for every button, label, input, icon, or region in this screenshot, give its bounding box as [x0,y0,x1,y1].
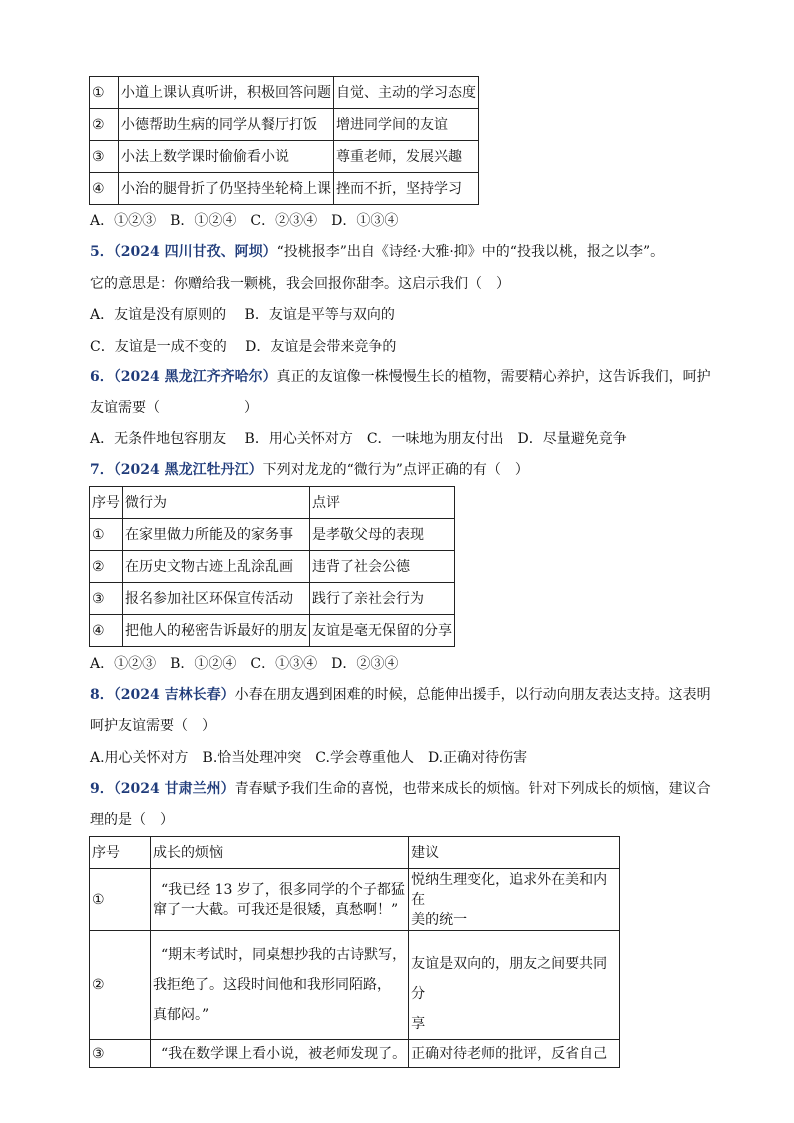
cell-line: “我在数学课上看小说，被老师发现了。 [161,1045,407,1062]
question-7-options: A．①②③ B．①②④ C．①③④ D．②③④ [90,656,399,672]
question-text: 下列对龙龙的“微行为”点评正确的有（ ） [262,462,529,478]
question-number: 9． [90,781,114,797]
question-6-stem [90,367,711,387]
table-row [90,931,620,1040]
question-6-stem-cont: 友谊需要（ ） [90,400,258,416]
table-cell: ④ [90,173,119,205]
table-cell: 尊重老师，发展兴趣 [334,141,479,173]
table-cell: 在历史文物古迹上乱涂乱画 [123,551,310,583]
cell-line: 窜了一大截。可我还是很矮，真愁啊！” [153,901,399,918]
question-text: “投桃报李”出自《诗经·大雅·抑》中的“投我以桃，报之以李”。 [276,244,665,260]
q4-options: A．①②③ B．①②④ C．②③④ D．①③④ [90,213,399,229]
question-8-stem-cont: 呵护友谊需要（ ） [90,718,216,734]
cell-line: “期末考试时，同桌想抄我的古诗默写， [161,947,407,963]
table-row [90,551,455,583]
table-row [90,77,479,109]
table-cell: ④ [90,615,123,647]
table-cell: 挫而不折，坚持学习 [334,173,479,205]
question-text: 青春赋予我们生命的喜悦，也带来成长的烦恼。针对下列成长的烦恼，建议合 [234,781,711,797]
table-row [90,109,479,141]
table-cell: 报名参加社区环保宣传活动 [123,583,310,615]
question-number: 5． [90,244,114,260]
question-source: （2024 黑龙江牡丹江） [113,462,263,478]
table-cell: 小法上数学课时偷偷看小说 [119,141,334,173]
table-cell [151,869,409,931]
question-5-options-cd: C．友谊是一成不变的 D．友谊是会带来竞争的 [90,339,397,355]
table-cell: ① [90,869,151,931]
table-row [90,141,479,173]
question-source: （2024 甘肃兰州） [113,781,235,797]
question-6-options: A．无条件地包容朋友 B．用心关怀对方 C．一味地为朋友付出 D．尽量避免竞争 [90,431,627,447]
table-header-cell: 序号 [90,837,151,869]
question-source: （2024 吉林长春） [113,687,235,703]
table-cell: 在家里做力所能及的家务事 [123,519,310,551]
cell-line: 悦纳生理变化，追求外在美和内在 [411,871,608,908]
table-header-cell: 序号 [90,487,123,519]
table-cell [409,931,620,1040]
table-cell: ③ [90,1040,151,1068]
table-header-cell: 成长的烦恼 [151,837,409,869]
table-row [90,869,620,931]
table-cell: ③ [90,583,123,615]
table-cell: 小道上课认真听讲，积极回答问题 [119,77,334,109]
table-q7 [89,486,455,647]
question-5-stem [90,242,664,262]
table-cell: 是孝敬父母的表现 [310,519,455,551]
question-number: 8． [90,687,114,703]
table-cell: ② [90,109,119,141]
table-header-row [90,837,620,869]
question-number: 7． [90,462,114,478]
table-cell: 自觉、主动的学习态度 [334,77,479,109]
table-cell [409,869,620,931]
table-cell [151,931,409,1040]
cell-line: 正确对待老师的批评，反省自己 [411,1045,608,1062]
table-cell: ② [90,551,123,583]
cell-line: 美的统一 [411,911,468,928]
question-text: 真正的友谊像一株慢慢生长的植物，需要精心养护，这告诉我们，呵护 [276,369,711,385]
table-row [90,519,455,551]
table-cell [151,1040,409,1068]
table-header-row [90,487,455,519]
table-row [90,583,455,615]
question-number: 6． [90,369,114,385]
cell-line: 享 [411,1016,426,1032]
question-7-stem [90,460,529,480]
question-9-stem-cont: 理的是（ ） [90,812,174,828]
question-text: 小春在朋友遇到困难的时候，总能伸出援手，以行动向朋友表达支持。这表明 [234,687,711,703]
table-cell: ③ [90,141,119,173]
table-cell: 违背了社会公德 [310,551,455,583]
table-cell: 小德帮助生病的同学从餐厅打饭 [119,109,334,141]
table-cell: 增进同学间的友谊 [334,109,479,141]
table-cell: ① [90,77,119,109]
table-q9 [89,836,620,1068]
table-cell: ② [90,931,151,1040]
question-5-stem-cont: 它的意思是：你赠给我一颗桃，我会回报你甜李。这启示我们（ ） [90,276,510,292]
question-8-stem [90,685,711,705]
table-cell: 小治的腿骨折了仍坚持坐轮椅上课 [119,173,334,205]
table-q4 [89,76,479,205]
table-header-cell: 微行为 [123,487,310,519]
question-source: （2024 黑龙江齐齐哈尔） [113,369,277,385]
table-header-cell: 建议 [409,837,620,869]
cell-line: 真郁闷。” [153,1007,210,1023]
table-row [90,615,455,647]
question-source: （2024 四川甘孜、阿坝） [113,244,277,260]
table-cell: ① [90,519,123,551]
table-cell: 把他人的秘密告诉最好的朋友 [123,615,310,647]
question-9-stem [90,779,711,799]
table-cell: 践行了亲社会行为 [310,583,455,615]
question-8-options: A.用心关怀对方 B.恰当处理冲突 C.学会尊重他人 D.正确对待伤害 [90,750,528,766]
table-row [90,1040,620,1068]
cell-line: “我已经 13 岁了，很多同学的个子都猛 [161,881,405,898]
table-cell [409,1040,620,1068]
table-cell: 友谊是毫无保留的分享 [310,615,455,647]
cell-line: 我拒绝了。这段时间他和我形同陌路， [153,977,391,993]
cell-line: 友谊是双向的，朋友之间要共同分 [411,956,608,1002]
table-header-cell: 点评 [310,487,455,519]
table-row [90,173,479,205]
question-5-options-ab: A．友谊是没有原则的 B．友谊是平等与双向的 [90,307,395,323]
